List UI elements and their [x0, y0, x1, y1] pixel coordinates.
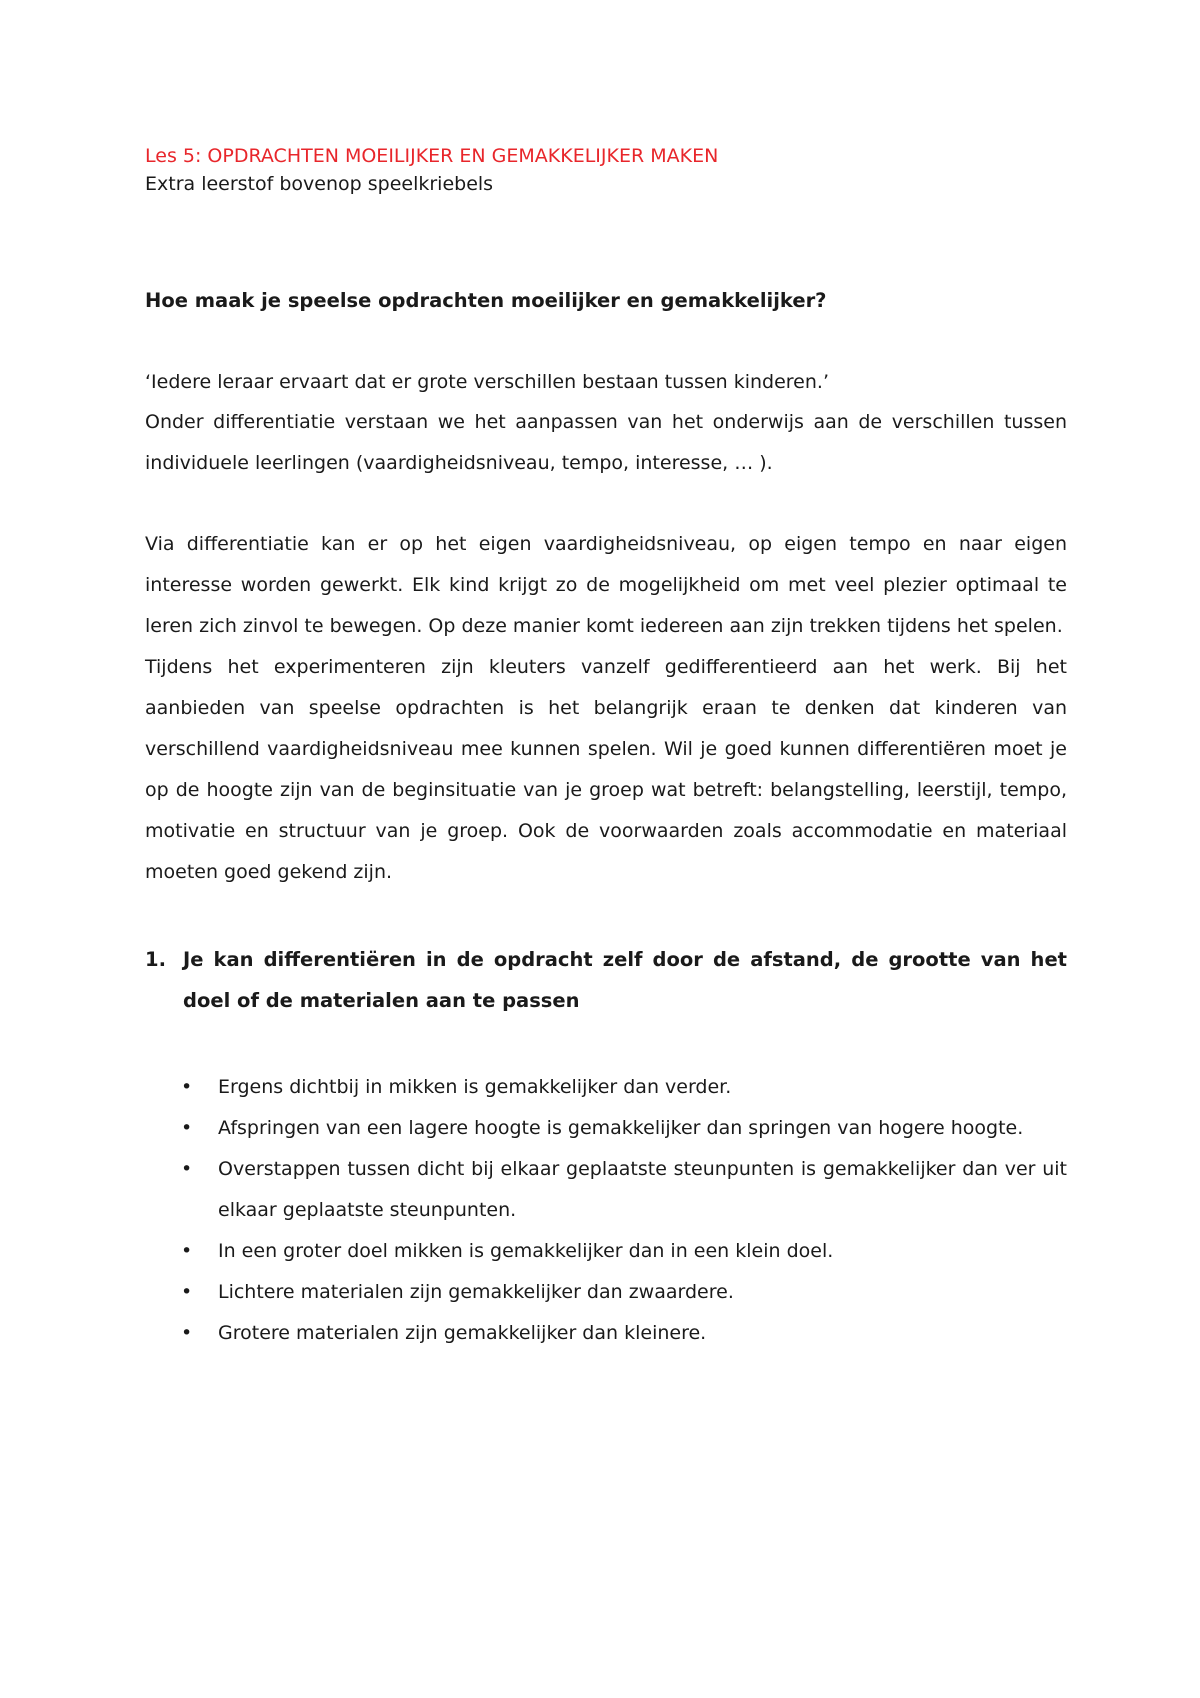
- document-page: [145, 143, 1067, 1354]
- bullet-list-item: [145, 1313, 1067, 1354]
- differentiation-benefits-paragraph: Via differentiatie kan er op het eigen vaardigheidsniveau, op eigen tempo en naar eigen interesse worden gewerkt. Elk kind krijgt zo de mogelijkheid om met veel plezier optimaal te leren zich zinvol te bewegen. Op deze manier komt iedereen aan zijn trekken tijdens het spelen.: [145, 533, 1067, 637]
- bullet-list: [145, 1067, 1067, 1354]
- bullet-item-text: Lichtere materialen zijn gemakkelijker dan zwaardere.: [218, 1281, 734, 1303]
- bullet-icon: •: [181, 1322, 193, 1344]
- bullet-list-item: [145, 1149, 1067, 1231]
- section-question-heading: Hoe maak je speelse opdrachten moeilijker en gemakkelijker?: [145, 289, 827, 312]
- bullet-item-text: Ergens dichtbij in mikken is gemakkelijker dan verder.: [218, 1076, 732, 1098]
- bullet-icon: •: [181, 1117, 193, 1139]
- bullet-item-text: Overstappen tussen dicht bij elkaar geplaatste steunpunten is gemakkelijker dan ver uit elkaar geplaatste steunpunten.: [218, 1158, 1067, 1221]
- bullet-item-text: Grotere materialen zijn gemakkelijker dan kleinere.: [218, 1322, 707, 1344]
- quote-paragraph: ‘Iedere leraar ervaart dat er grote verschillen bestaan tussen kinderen.’: [145, 371, 829, 393]
- bullet-icon: •: [181, 1158, 193, 1180]
- bullet-list-item: [145, 1231, 1067, 1272]
- bullet-list-item: [145, 1108, 1067, 1149]
- bullet-list-item: [145, 1272, 1067, 1313]
- lesson-subtitle: Extra leerstof bovenop speelkriebels: [145, 173, 494, 195]
- list-number: 1.: [145, 948, 166, 971]
- numbered-list-item: [145, 939, 1067, 1021]
- bullet-list-item: [145, 1067, 1067, 1108]
- bullet-item-text: In een groter doel mikken is gemakkelijker dan in een klein doel.: [218, 1240, 834, 1262]
- experimenting-paragraph: Tijdens het experimenteren zijn kleuters vanzelf gedifferentieerd aan het werk. Bij het aanbieden van speelse opdrachten is het belangrijk eraan te denken dat kinderen van verschillend vaardigheidsniveau mee kunnen spelen. Wil je goed kunnen differentiëren moet je op de hoogte zijn van de beginsituatie van je groep wat betreft: belangstelling, leerstijl, tempo, motivatie en structuur van je groep. Ook de voorwaarden zoals accommodatie en materiaal moeten goed gekend zijn.: [145, 656, 1067, 883]
- bullet-icon: •: [181, 1240, 193, 1262]
- bullet-icon: •: [181, 1076, 193, 1098]
- differentiation-definition-paragraph: Onder differentiatie verstaan we het aanpassen van het onderwijs aan de verschillen tussen individuele leerlingen (vaardigheidsniveau, tempo, interesse, … ).: [145, 411, 1067, 474]
- numbered-list: [145, 939, 1067, 1021]
- bullet-icon: •: [181, 1281, 193, 1303]
- lesson-title: Les 5: OPDRACHTEN MOEILIJKER EN GEMAKKELIJKER MAKEN: [145, 145, 719, 167]
- numbered-item-text: Je kan differentiëren in de opdracht zelf door de afstand, de grootte van het doel of de materialen aan te passen: [183, 948, 1067, 1012]
- bullet-item-text: Afspringen van een lagere hoogte is gemakkelijker dan springen van hogere hoogte.: [218, 1117, 1024, 1139]
